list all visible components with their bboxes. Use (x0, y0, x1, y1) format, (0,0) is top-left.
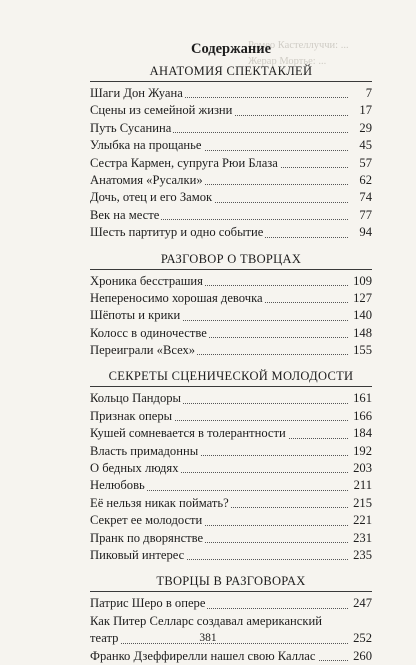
toc-entry[interactable] (90, 460, 372, 477)
entry-page: 109 (351, 273, 372, 290)
entry-page: 192 (351, 443, 372, 460)
toc-entry[interactable] (90, 408, 372, 425)
entry-title: Путь Сусанина (90, 120, 173, 137)
toc-entry[interactable] (90, 172, 372, 189)
section-divider (90, 269, 372, 270)
toc-entry[interactable] (90, 137, 372, 154)
toc-entry[interactable] (90, 290, 372, 307)
toc-entry[interactable] (90, 443, 372, 460)
toc-entry[interactable] (90, 648, 372, 665)
section-divider (90, 591, 372, 592)
entry-page: 45 (357, 137, 372, 154)
entry-title: Анатомия «Русалки» (90, 172, 205, 189)
toc-entry[interactable] (90, 477, 372, 494)
section-heading: АНАТОМИЯ СПЕКТАКЛЕЙ (149, 64, 313, 78)
entry-page: 127 (351, 290, 372, 307)
toc-entry[interactable] (90, 85, 372, 102)
entry-page: 62 (357, 172, 372, 189)
entry-title: Кушей сомневается в толерантности (90, 425, 288, 442)
entry-title: Улыбка на прощанье (90, 137, 204, 154)
entry-page: 161 (351, 390, 372, 407)
entry-title: Переиграли «Всех» (90, 342, 197, 359)
entry-page: 148 (351, 325, 372, 342)
entry-title: Нелюбовь (90, 477, 147, 494)
entry-page: 221 (351, 512, 372, 529)
entry-title: Шесть партитур и одно событие (90, 224, 265, 241)
entry-page: 155 (351, 342, 372, 359)
entry-title: Сцены из семейной жизни (90, 102, 234, 119)
entry-title-line1: Как Питер Селларс создавал американский (90, 613, 322, 628)
entry-page: 247 (351, 595, 372, 612)
entry-page: 231 (351, 530, 372, 547)
entry-title: Власть примадонны (90, 443, 200, 460)
section-heading: РАЗГОВОР О ТВОРЦАХ (160, 251, 302, 266)
entry-title-line2: театр (90, 630, 120, 647)
toc-entry[interactable] (90, 155, 372, 172)
entry-page: 7 (364, 85, 372, 102)
entry-title: Хроника бесстрашия (90, 273, 205, 290)
toc-entry[interactable] (90, 325, 372, 342)
toc-entry[interactable] (90, 530, 372, 547)
entry-page: 94 (357, 224, 372, 241)
section-heading: СЕКРЕТЫ СЦЕНИЧЕСКОЙ МОЛОДОСТИ (108, 369, 354, 384)
page-number: 381 (199, 632, 217, 644)
entry-page: 57 (357, 155, 372, 172)
toc-entry[interactable] (90, 120, 372, 137)
toc-entry[interactable] (90, 342, 372, 359)
entry-title: Век на месте (90, 207, 161, 224)
toc-entry[interactable] (90, 595, 372, 612)
entry-title: Шёпоты и крики (90, 307, 182, 324)
entry-page: 252 (351, 630, 372, 647)
entry-page: 17 (357, 102, 372, 119)
entry-page: 211 (352, 477, 372, 494)
toc-entry[interactable] (90, 495, 372, 512)
section-divider (90, 81, 372, 82)
entry-title: Сестра Кармен, супруга Рюи Блаза (90, 155, 280, 172)
entry-title: Секрет ее молодости (90, 512, 204, 529)
section-heading: ТВОРЦЫ В РАЗГОВОРАХ (156, 574, 306, 589)
bleed-through-line: Жерар Мортье: ... (248, 56, 327, 67)
toc-entry[interactable] (90, 273, 372, 290)
entry-title: Признак оперы (90, 408, 174, 425)
entry-page: 166 (351, 408, 372, 425)
entry-title: Франко Дзеффирелли нашел свою Каллас (90, 648, 318, 665)
entry-title: Дочь, отец и его Замок (90, 189, 214, 206)
entry-title: Пиковый интерес (90, 547, 186, 564)
toc-entry[interactable] (90, 207, 372, 224)
section-divider (90, 386, 372, 387)
entry-page: 184 (351, 425, 372, 442)
entry-page: 235 (351, 547, 372, 564)
toc-entry[interactable] (90, 425, 372, 442)
entry-page: 77 (357, 207, 372, 224)
contents-page (90, 34, 372, 665)
toc-entry[interactable] (90, 189, 372, 206)
entry-title: О бедных людях (90, 460, 181, 477)
entry-title: Патрис Шеро в опере (90, 595, 207, 612)
toc-entry[interactable] (90, 547, 372, 564)
toc-entry[interactable] (90, 512, 372, 529)
entry-page: 74 (357, 189, 372, 206)
entry-page: 215 (351, 495, 372, 512)
toc-entry[interactable] (90, 390, 372, 407)
entry-page: 260 (351, 648, 372, 665)
entry-title: Пранк по дворянстве (90, 530, 205, 547)
entry-page: 29 (357, 120, 372, 137)
toc-entry[interactable] (90, 102, 372, 119)
entry-title: Кольцо Пандоры (90, 390, 183, 407)
entry-page: 203 (351, 460, 372, 477)
entry-title: Её нельзя никак поймать? (90, 495, 231, 512)
toc-entry[interactable] (90, 307, 372, 324)
entry-title: Непереносимо хорошая девочка (90, 290, 265, 307)
entry-page: 140 (351, 307, 372, 324)
entry-title: Колосс в одиночестве (90, 325, 209, 342)
toc-entry[interactable] (90, 224, 372, 241)
entry-title: Шаги Дон Жуана (90, 85, 185, 102)
bleed-through-line: Ромео Кастеллуччи: ... (248, 40, 349, 51)
page-title: Содержание (190, 41, 272, 57)
